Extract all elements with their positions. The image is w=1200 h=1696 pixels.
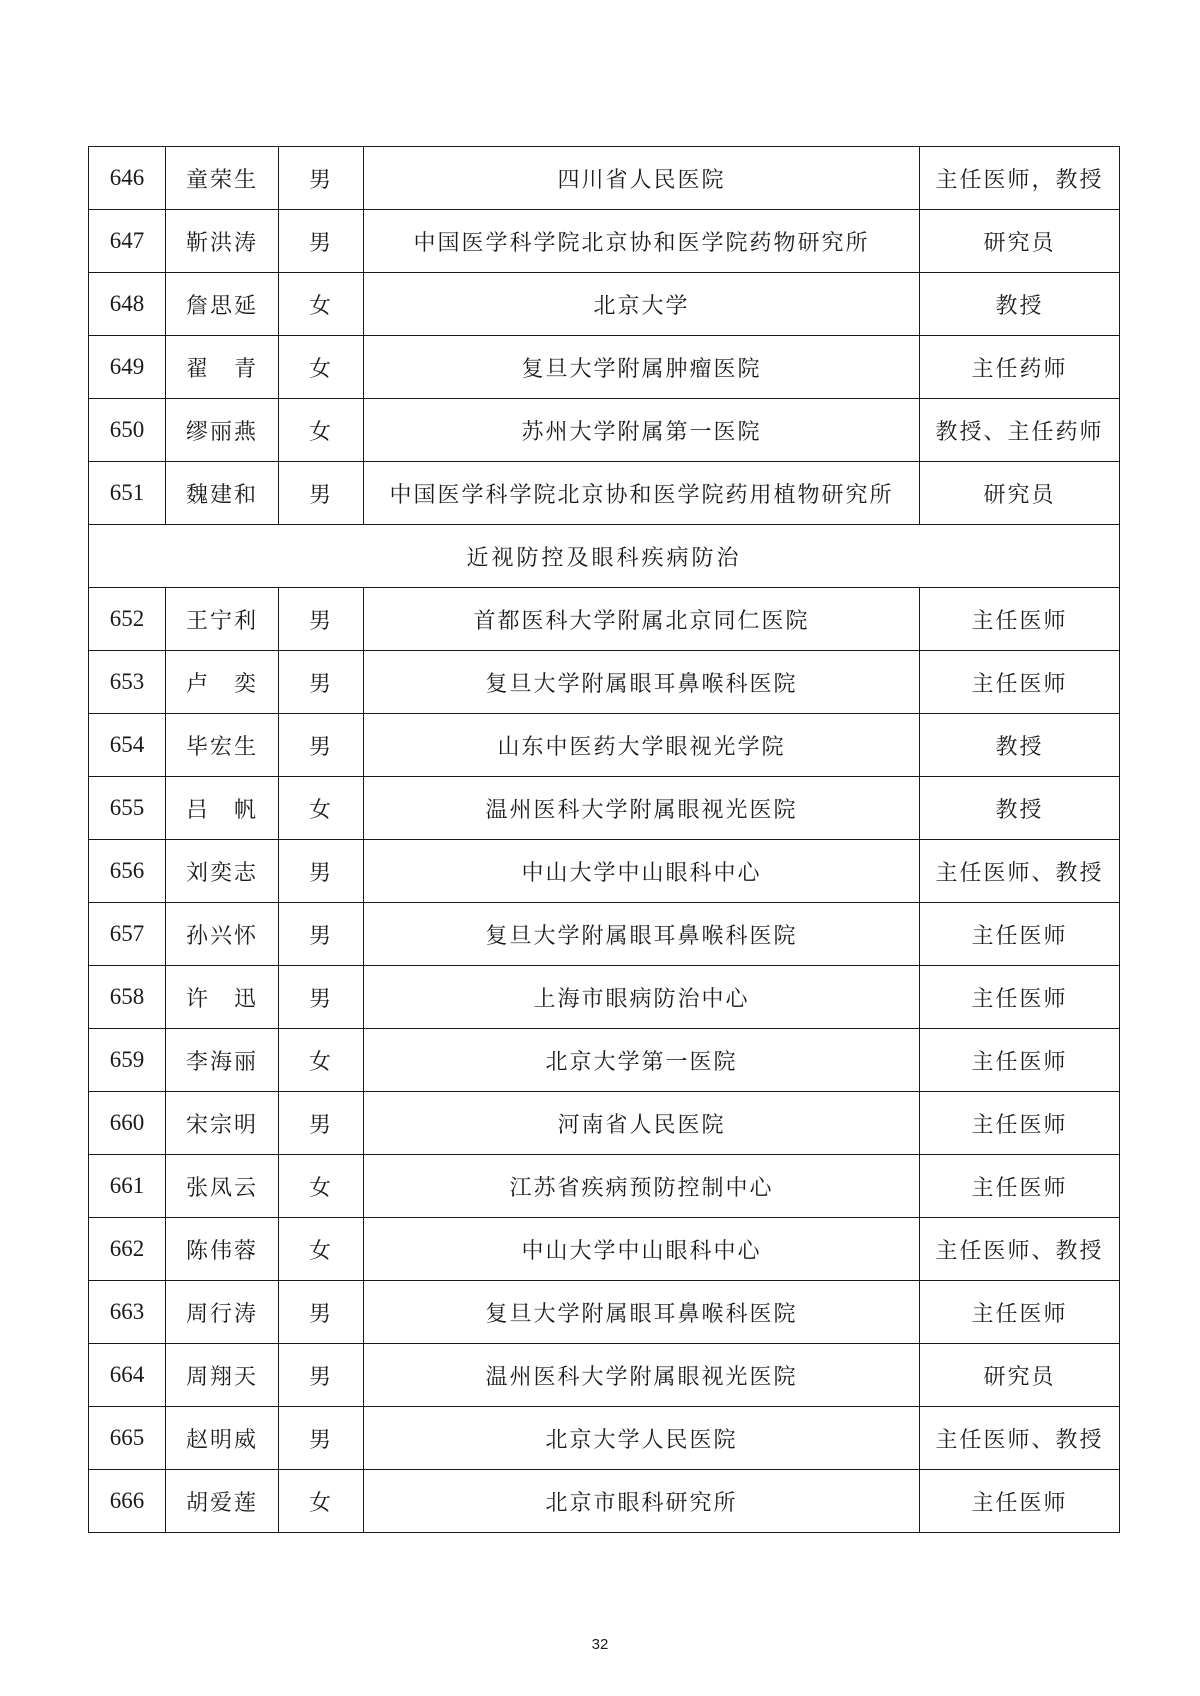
table-row [89,1344,1120,1407]
organization-cell: 江苏省疾病预防控制中心 [364,1155,920,1218]
title-cell: 主任医师、教授 [920,1218,1120,1281]
gender-cell: 男 [279,651,364,714]
name-cell: 魏建和 [166,462,279,525]
organization-cell: 苏州大学附属第一医院 [364,399,920,462]
number-cell: 659 [89,1029,166,1092]
number-cell: 648 [89,273,166,336]
title-cell: 主任药师 [920,336,1120,399]
gender-cell: 男 [279,462,364,525]
gender-cell: 男 [279,1281,364,1344]
organization-cell: 中山大学中山眼科中心 [364,840,920,903]
organization-cell: 北京大学第一医院 [364,1029,920,1092]
number-cell: 661 [89,1155,166,1218]
name-cell: 胡爱莲 [166,1470,279,1533]
number-cell: 646 [89,147,166,210]
name-cell: 詹思延 [166,273,279,336]
gender-cell: 女 [279,336,364,399]
roster-table [88,146,1120,1533]
name-cell: 刘奕志 [166,840,279,903]
title-cell: 主任医师、教授 [920,1407,1120,1470]
organization-cell: 复旦大学附属眼耳鼻喉科医院 [364,903,920,966]
organization-cell: 四川省人民医院 [364,147,920,210]
name-cell: 翟 青 [166,336,279,399]
roster-body [89,147,1120,1533]
title-cell: 主任医师 [920,1029,1120,1092]
organization-cell: 北京大学 [364,273,920,336]
title-cell: 主任医师 [920,1281,1120,1344]
gender-cell: 男 [279,1407,364,1470]
number-cell: 654 [89,714,166,777]
table-row [89,588,1120,651]
name-cell: 卢 奕 [166,651,279,714]
gender-cell: 女 [279,1470,364,1533]
number-cell: 653 [89,651,166,714]
table-row [89,399,1120,462]
title-cell: 主任医师 [920,1092,1120,1155]
gender-cell: 男 [279,588,364,651]
name-cell: 童荣生 [166,147,279,210]
table-row [89,1029,1120,1092]
table-row [89,1470,1120,1533]
name-cell: 孙兴怀 [166,903,279,966]
number-cell: 647 [89,210,166,273]
table-row [89,714,1120,777]
title-cell: 主任医师 [920,1155,1120,1218]
table-row [89,840,1120,903]
organization-cell: 山东中医药大学眼视光学院 [364,714,920,777]
name-cell: 缪丽燕 [166,399,279,462]
title-cell: 主任医师 [920,1470,1120,1533]
gender-cell: 女 [279,777,364,840]
organization-cell: 复旦大学附属肿瘤医院 [364,336,920,399]
section-header: 近视防控及眼科疾病防治 [89,525,1120,588]
organization-cell: 温州医科大学附属眼视光医院 [364,1344,920,1407]
table-row [89,777,1120,840]
title-cell: 研究员 [920,210,1120,273]
name-cell: 吕 帆 [166,777,279,840]
number-cell: 656 [89,840,166,903]
title-cell: 主任医师 [920,903,1120,966]
organization-cell: 复旦大学附属眼耳鼻喉科医院 [364,1281,920,1344]
name-cell: 张凤云 [166,1155,279,1218]
gender-cell: 女 [279,273,364,336]
gender-cell: 男 [279,147,364,210]
organization-cell: 温州医科大学附属眼视光医院 [364,777,920,840]
table-row [89,210,1120,273]
name-cell: 毕宏生 [166,714,279,777]
number-cell: 663 [89,1281,166,1344]
table-row [89,651,1120,714]
organization-cell: 中国医学科学院北京协和医学院药物研究所 [364,210,920,273]
name-cell: 王宁利 [166,588,279,651]
page-number: 32 [591,1636,609,1653]
table-row [89,1407,1120,1470]
table-row [89,1281,1120,1344]
organization-cell: 首都医科大学附属北京同仁医院 [364,588,920,651]
title-cell: 主任医师 [920,966,1120,1029]
number-cell: 662 [89,1218,166,1281]
table-row [89,273,1120,336]
name-cell: 许 迅 [166,966,279,1029]
name-cell: 周行涛 [166,1281,279,1344]
title-cell: 主任医师 [920,651,1120,714]
name-cell: 周翔天 [166,1344,279,1407]
table-row [89,1155,1120,1218]
table-row [89,966,1120,1029]
gender-cell: 男 [279,714,364,777]
name-cell: 靳洪涛 [166,210,279,273]
title-cell: 主任医师 [920,588,1120,651]
number-cell: 660 [89,1092,166,1155]
number-cell: 658 [89,966,166,1029]
gender-cell: 男 [279,903,364,966]
gender-cell: 女 [279,1218,364,1281]
gender-cell: 女 [279,1029,364,1092]
title-cell: 教授 [920,714,1120,777]
organization-cell: 北京大学人民医院 [364,1407,920,1470]
title-cell: 主任医师，教授 [920,147,1120,210]
table-row [89,462,1120,525]
number-cell: 664 [89,1344,166,1407]
name-cell: 宋宗明 [166,1092,279,1155]
number-cell: 649 [89,336,166,399]
gender-cell: 女 [279,399,364,462]
table-row [89,336,1120,399]
number-cell: 665 [89,1407,166,1470]
gender-cell: 男 [279,210,364,273]
gender-cell: 男 [279,1344,364,1407]
title-cell: 研究员 [920,1344,1120,1407]
name-cell: 赵明威 [166,1407,279,1470]
organization-cell: 中山大学中山眼科中心 [364,1218,920,1281]
title-cell: 教授 [920,273,1120,336]
organization-cell: 复旦大学附属眼耳鼻喉科医院 [364,651,920,714]
section-header-row [89,525,1120,588]
number-cell: 666 [89,1470,166,1533]
gender-cell: 男 [279,966,364,1029]
title-cell: 研究员 [920,462,1120,525]
number-cell: 652 [89,588,166,651]
name-cell: 李海丽 [166,1029,279,1092]
gender-cell: 男 [279,840,364,903]
number-cell: 657 [89,903,166,966]
table-row [89,1218,1120,1281]
organization-cell: 上海市眼病防治中心 [364,966,920,1029]
name-cell: 陈伟蓉 [166,1218,279,1281]
table-row [89,1092,1120,1155]
title-cell: 教授、主任药师 [920,399,1120,462]
gender-cell: 男 [279,1092,364,1155]
table-row [89,147,1120,210]
organization-cell: 河南省人民医院 [364,1092,920,1155]
title-cell: 教授 [920,777,1120,840]
title-cell: 主任医师、教授 [920,840,1120,903]
gender-cell: 女 [279,1155,364,1218]
number-cell: 650 [89,399,166,462]
organization-cell: 北京市眼科研究所 [364,1470,920,1533]
number-cell: 655 [89,777,166,840]
organization-cell: 中国医学科学院北京协和医学院药用植物研究所 [364,462,920,525]
number-cell: 651 [89,462,166,525]
table-row [89,903,1120,966]
